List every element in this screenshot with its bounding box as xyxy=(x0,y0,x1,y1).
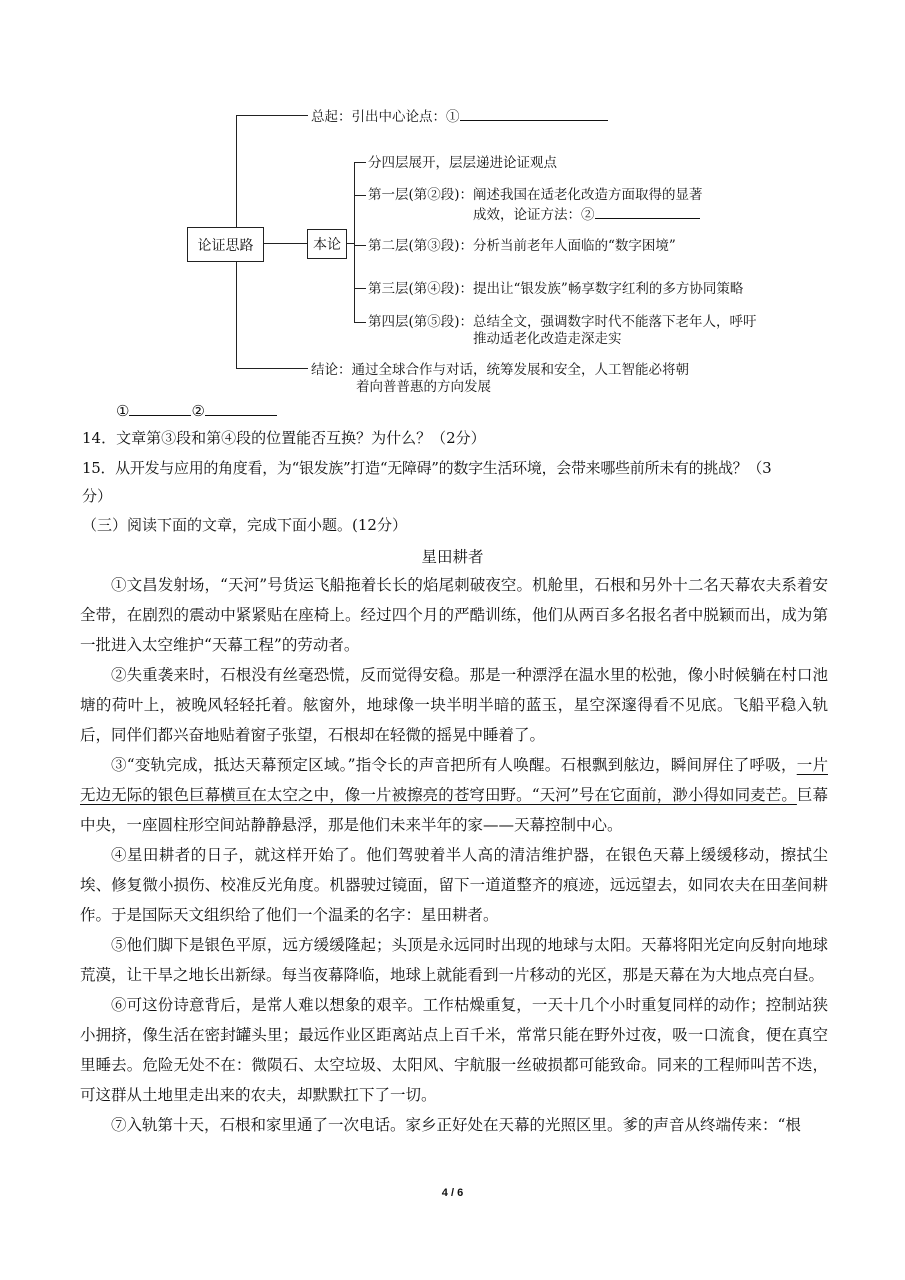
paragraph-2: ②失重袭来时，石根没有丝毫恐慌，反而觉得安稳。那是一种漂浮在温水里的松弛，像小时候躺在村口池塘的荷叶上，被晚风轻轻托着。舷窗外，地球像一块半明半暗的蓝玉，星空深邃得看不见底。飞船平稳入轨后，同伴们都兴奋地贴着窗子张望，石根却在轻微的摇晃中睡着了。 xyxy=(80,666,828,744)
paragraph-4: ④星田耕者的日子，就这样开始了。他们驾驶着半人高的清洁维护器，在银色天幕上缓缓移动，擦拭尘埃、修复微小损伤、校准反光角度。机器驶过镜面，留下一道道整齐的痕迹，远远望去，如同农夫在田垄间耕作。于是国际天文组织给了他们一个温柔的名字：星田耕者。 xyxy=(80,846,828,924)
connector-conclusion xyxy=(236,368,308,369)
blank-1[interactable] xyxy=(460,106,608,121)
paragraph-5: ⑤他们脚下是银色平原，远方缓缓隆起；头顶是永远同时出现的地球与太阳。天幕将阳光定向反射向地球荒漠，让干旱之地长出新绿。每当夜幕降临，地球上就能看到一片移动的光区，那是天幕在为大地点亮白昼。 xyxy=(80,936,828,984)
connector-sub-2 xyxy=(354,195,366,196)
paragraph-3: ③“变轨完成，抵达天幕预定区域。”指令长的声音把所有人唤醒。石根飘到舷边，瞬间屏住了呼吸，一片无边无际的银色巨幕横亘在太空之中，像一片被擦亮的苍穹田野。“天河”号在它面前，渺小得如同麦芒。巨幕中央，一座圆柱形空间站静静悬浮，那是他们未来半年的家——天幕控制中心。 xyxy=(80,756,828,834)
paragraph-6: ⑥可这份诗意背后，是常人难以想象的艰辛。工作枯燥重复，一天十几个小时重复同样的动作；控制站狭小拥挤，像生活在密封罐头里；最远作业区距离站点上百千米，常常只能在野外过夜，吸一口流食，便在真空里睡去。危险无处不在：微陨石、太空垃圾、太阳风、宇航服一丝破损都可能致命。同来的工程师叫苦不迭，可这群从土地里走出来的农夫，却默默扛下了一切。 xyxy=(80,996,828,1104)
answer-blank-1[interactable] xyxy=(129,401,191,416)
main-item-3: 第三层(第④段)：提出让“银发族”畅享数字红利的多方协同策略 xyxy=(368,281,744,297)
connector-intro xyxy=(236,115,308,116)
main-item-4: 第四层(第⑤段)：总结全文，强调数字时代不能落下老年人，呼吁 xyxy=(368,314,757,330)
question-15: 15．从开发与应用的角度看，为“银发族”打造“无障碍”的数字生活环境，会带来哪些前所未有的挑战？（3 xyxy=(82,459,772,477)
underlined-sentence: 一片无边无际的银色巨幕横亘在太空之中，像一片被擦亮的苍穹田野。“天河”号在它面前，渺小得如同麦芒。 xyxy=(80,756,828,804)
connector-branch-out xyxy=(346,243,354,244)
paragraph-1: ①文昌发射场，“天河”号货运飞船拖着长长的焰尾刺破夜空。机舱里，石根和另外十二名天幕农夫系着安全带，在剧烈的震动中紧紧贴在座椅上。经过四个月的严酷训练，他们从两百多名报名者中脱颖而出，成为第一批进入太空维护“天幕工程”的劳动者。 xyxy=(80,576,828,654)
connector-root-to-branch xyxy=(263,243,307,244)
question-15-cont: 分） xyxy=(82,487,113,505)
root-box xyxy=(187,227,264,262)
conclusion-item: 结论：通过全球合作与对话，统筹发展和安全，人工智能必将朝 xyxy=(311,362,689,378)
conclusion-cont: 着向普普惠的方向发展 xyxy=(356,379,491,395)
blank-2[interactable] xyxy=(595,204,700,219)
main-item-1-cont: 成效，论证方法：② xyxy=(473,204,700,224)
page-number: 4 / 6 xyxy=(441,1187,464,1199)
connector-sub-vertical xyxy=(354,162,355,322)
connector-sub-3 xyxy=(354,245,366,246)
connector-sub-5 xyxy=(354,322,366,323)
intro-item: 总起：引出中心论点：① xyxy=(311,106,608,126)
question-14: 14．文章第③段和第④段的位置能否互换？为什么？（2分） xyxy=(82,429,486,447)
answer-line: ① ② xyxy=(116,401,277,421)
section-3-heading: （三）阅读下面的文章，完成下面小题。(12分） xyxy=(82,516,407,534)
article-body xyxy=(80,570,828,1140)
answer-blank-2[interactable] xyxy=(205,401,277,416)
connector-sub-1 xyxy=(354,162,366,163)
main-item-1: 第一层(第②段)：阐述我国在适老化改造方面取得的显著 xyxy=(368,187,703,203)
main-item-0: 分四层展开，层层递进论证观点 xyxy=(368,155,557,171)
branch-box xyxy=(307,229,347,259)
article-title: 星田耕者 xyxy=(421,548,484,566)
paragraph-7: ⑦入轨第十天，石根和家里通了一次电话。家乡正好处在天幕的光照区里。爹的声音从终端传来：“根 xyxy=(111,1116,801,1134)
main-item-4-cont: 推动适老化改造走深走实 xyxy=(473,331,622,347)
root-label: 论证思路 xyxy=(197,237,254,254)
connector-sub-4 xyxy=(354,288,366,289)
branch-label: 本论 xyxy=(313,237,341,253)
main-item-2: 第二层(第③段)：分析当前老年人面临的“数字困境” xyxy=(368,238,676,254)
